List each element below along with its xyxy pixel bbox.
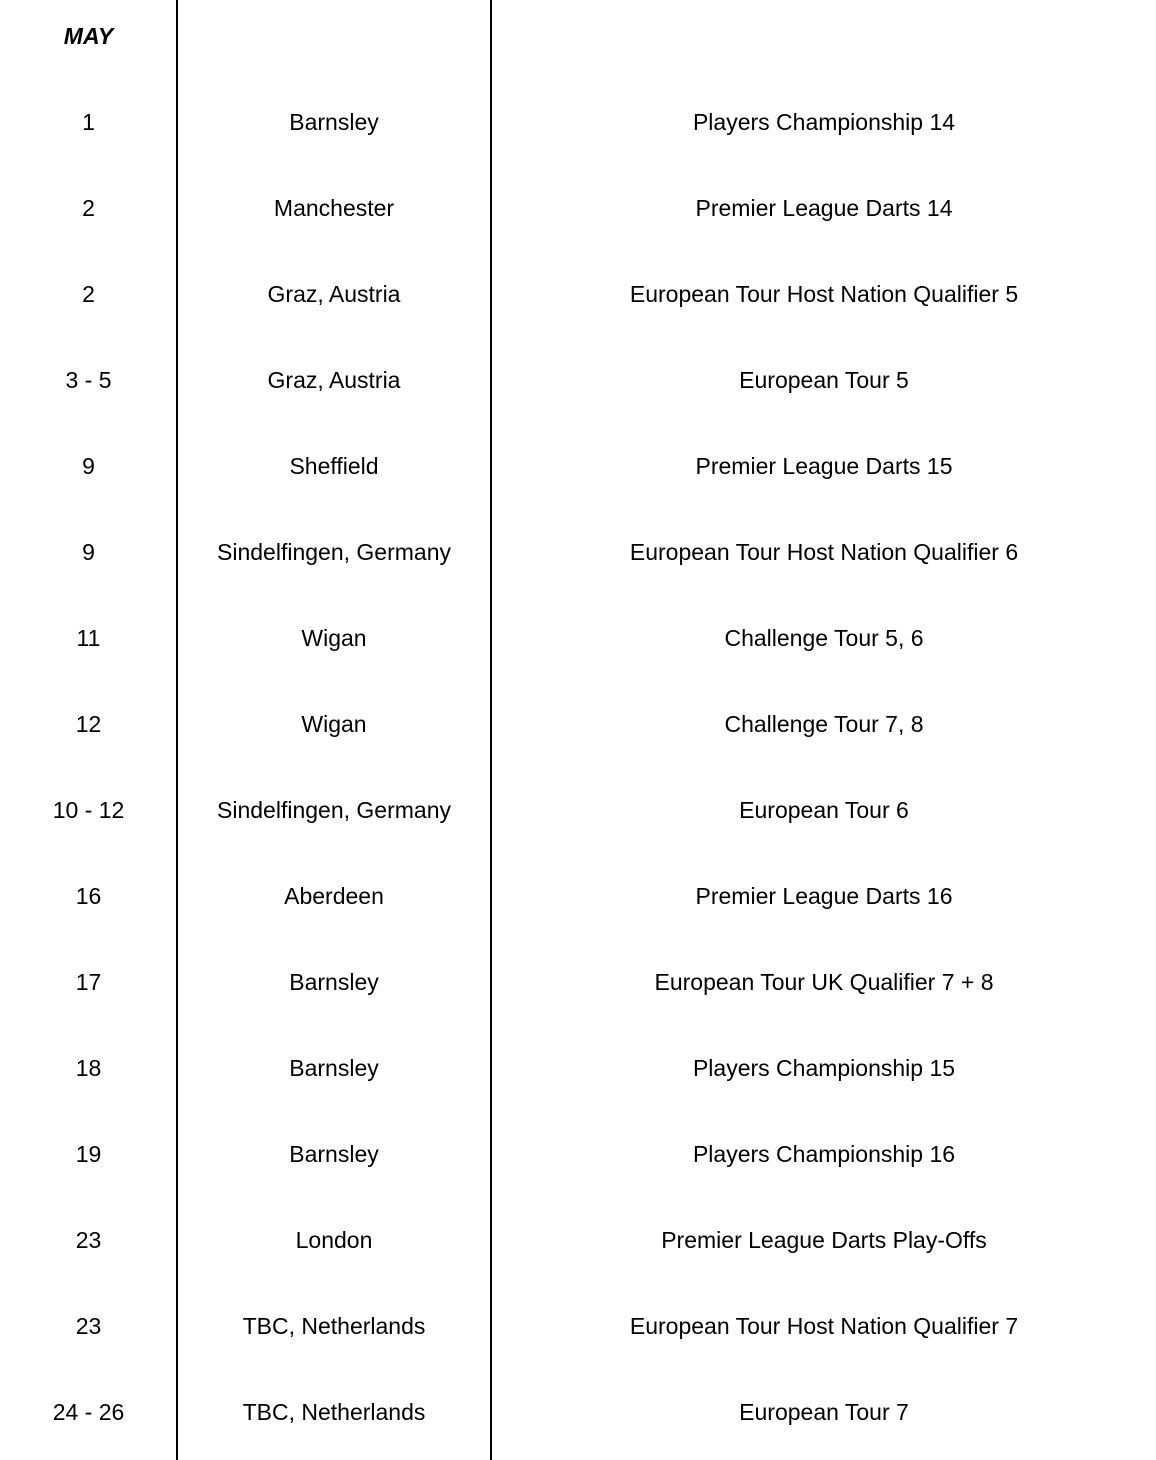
venue-cell: Wigan (301, 625, 367, 651)
venue-cell: Wigan (301, 711, 367, 737)
event-cell: Challenge Tour 5, 6 (724, 625, 924, 651)
date-cell: 17 (75, 969, 102, 995)
venue-cell: Sindelfingen, Germany (217, 797, 451, 823)
month-label: MAY (63, 23, 114, 49)
venue-cell: TBC, Netherlands (242, 1399, 426, 1425)
venue-cell: Sheffield (289, 453, 379, 479)
date-cell: 10 - 12 (52, 797, 125, 823)
venue-cell: Sindelfingen, Germany (217, 539, 451, 565)
event-cell: Premier League Darts 15 (695, 453, 953, 479)
event-cell: Players Championship 14 (692, 109, 956, 135)
table-row (0, 165, 1156, 251)
venue-cell: Barnsley (289, 969, 379, 995)
venue-cell: Graz, Austria (267, 281, 401, 307)
table-row (0, 1197, 1156, 1283)
table-row (0, 595, 1156, 681)
event-cell: European Tour Host Nation Qualifier 7 (629, 1313, 1019, 1339)
event-cell: Players Championship 15 (692, 1055, 956, 1081)
event-cell: European Tour 5 (739, 367, 909, 393)
event-cell: Premier League Darts Play-Offs (661, 1227, 987, 1253)
date-cell: 9 (82, 539, 95, 565)
event-cell: Players Championship 16 (692, 1141, 956, 1167)
month-header (0, 0, 177, 72)
table-row (0, 681, 1156, 767)
table-row (0, 251, 1156, 337)
venue-cell: London (295, 1227, 373, 1253)
event-cell: European Tour UK Qualifier 7 + 8 (654, 969, 994, 995)
table-row (0, 853, 1156, 939)
date-cell: 2 (82, 195, 95, 221)
event-cell: Challenge Tour 7, 8 (724, 711, 924, 737)
table-row (0, 423, 1156, 509)
venue-cell: TBC, Netherlands (242, 1313, 426, 1339)
event-cell: European Tour 6 (739, 797, 909, 823)
date-cell: 2 (82, 281, 95, 307)
event-cell: European Tour Host Nation Qualifier 6 (629, 539, 1019, 565)
table-row (0, 1025, 1156, 1111)
venue-cell: Manchester (273, 195, 395, 221)
venue-cell: Barnsley (289, 109, 379, 135)
table-row (0, 1369, 1156, 1455)
table-row (0, 1283, 1156, 1369)
date-cell: 3 - 5 (65, 367, 112, 393)
date-cell: 16 (75, 883, 102, 909)
event-cell: European Tour 7 (739, 1399, 909, 1425)
table-row (0, 767, 1156, 853)
event-cell: Premier League Darts 16 (695, 883, 953, 909)
table-row (0, 509, 1156, 595)
venue-cell: Aberdeen (284, 883, 384, 909)
date-cell: 24 - 26 (52, 1399, 125, 1425)
venue-cell: Barnsley (289, 1141, 379, 1167)
event-cell: European Tour Host Nation Qualifier 5 (629, 281, 1019, 307)
date-cell: 1 (82, 109, 95, 135)
date-cell: 23 (75, 1313, 102, 1339)
date-cell: 18 (75, 1055, 102, 1081)
venue-cell: Barnsley (289, 1055, 379, 1081)
date-cell: 9 (82, 453, 95, 479)
table-row (0, 1111, 1156, 1197)
table-row (0, 939, 1156, 1025)
event-cell: Premier League Darts 14 (695, 195, 953, 221)
date-cell: 19 (75, 1141, 102, 1167)
date-cell: 11 (76, 625, 101, 651)
table-row (0, 337, 1156, 423)
date-cell: 23 (75, 1227, 102, 1253)
venue-cell: Graz, Austria (267, 367, 401, 393)
table-row (0, 79, 1156, 165)
date-cell: 12 (75, 711, 102, 737)
